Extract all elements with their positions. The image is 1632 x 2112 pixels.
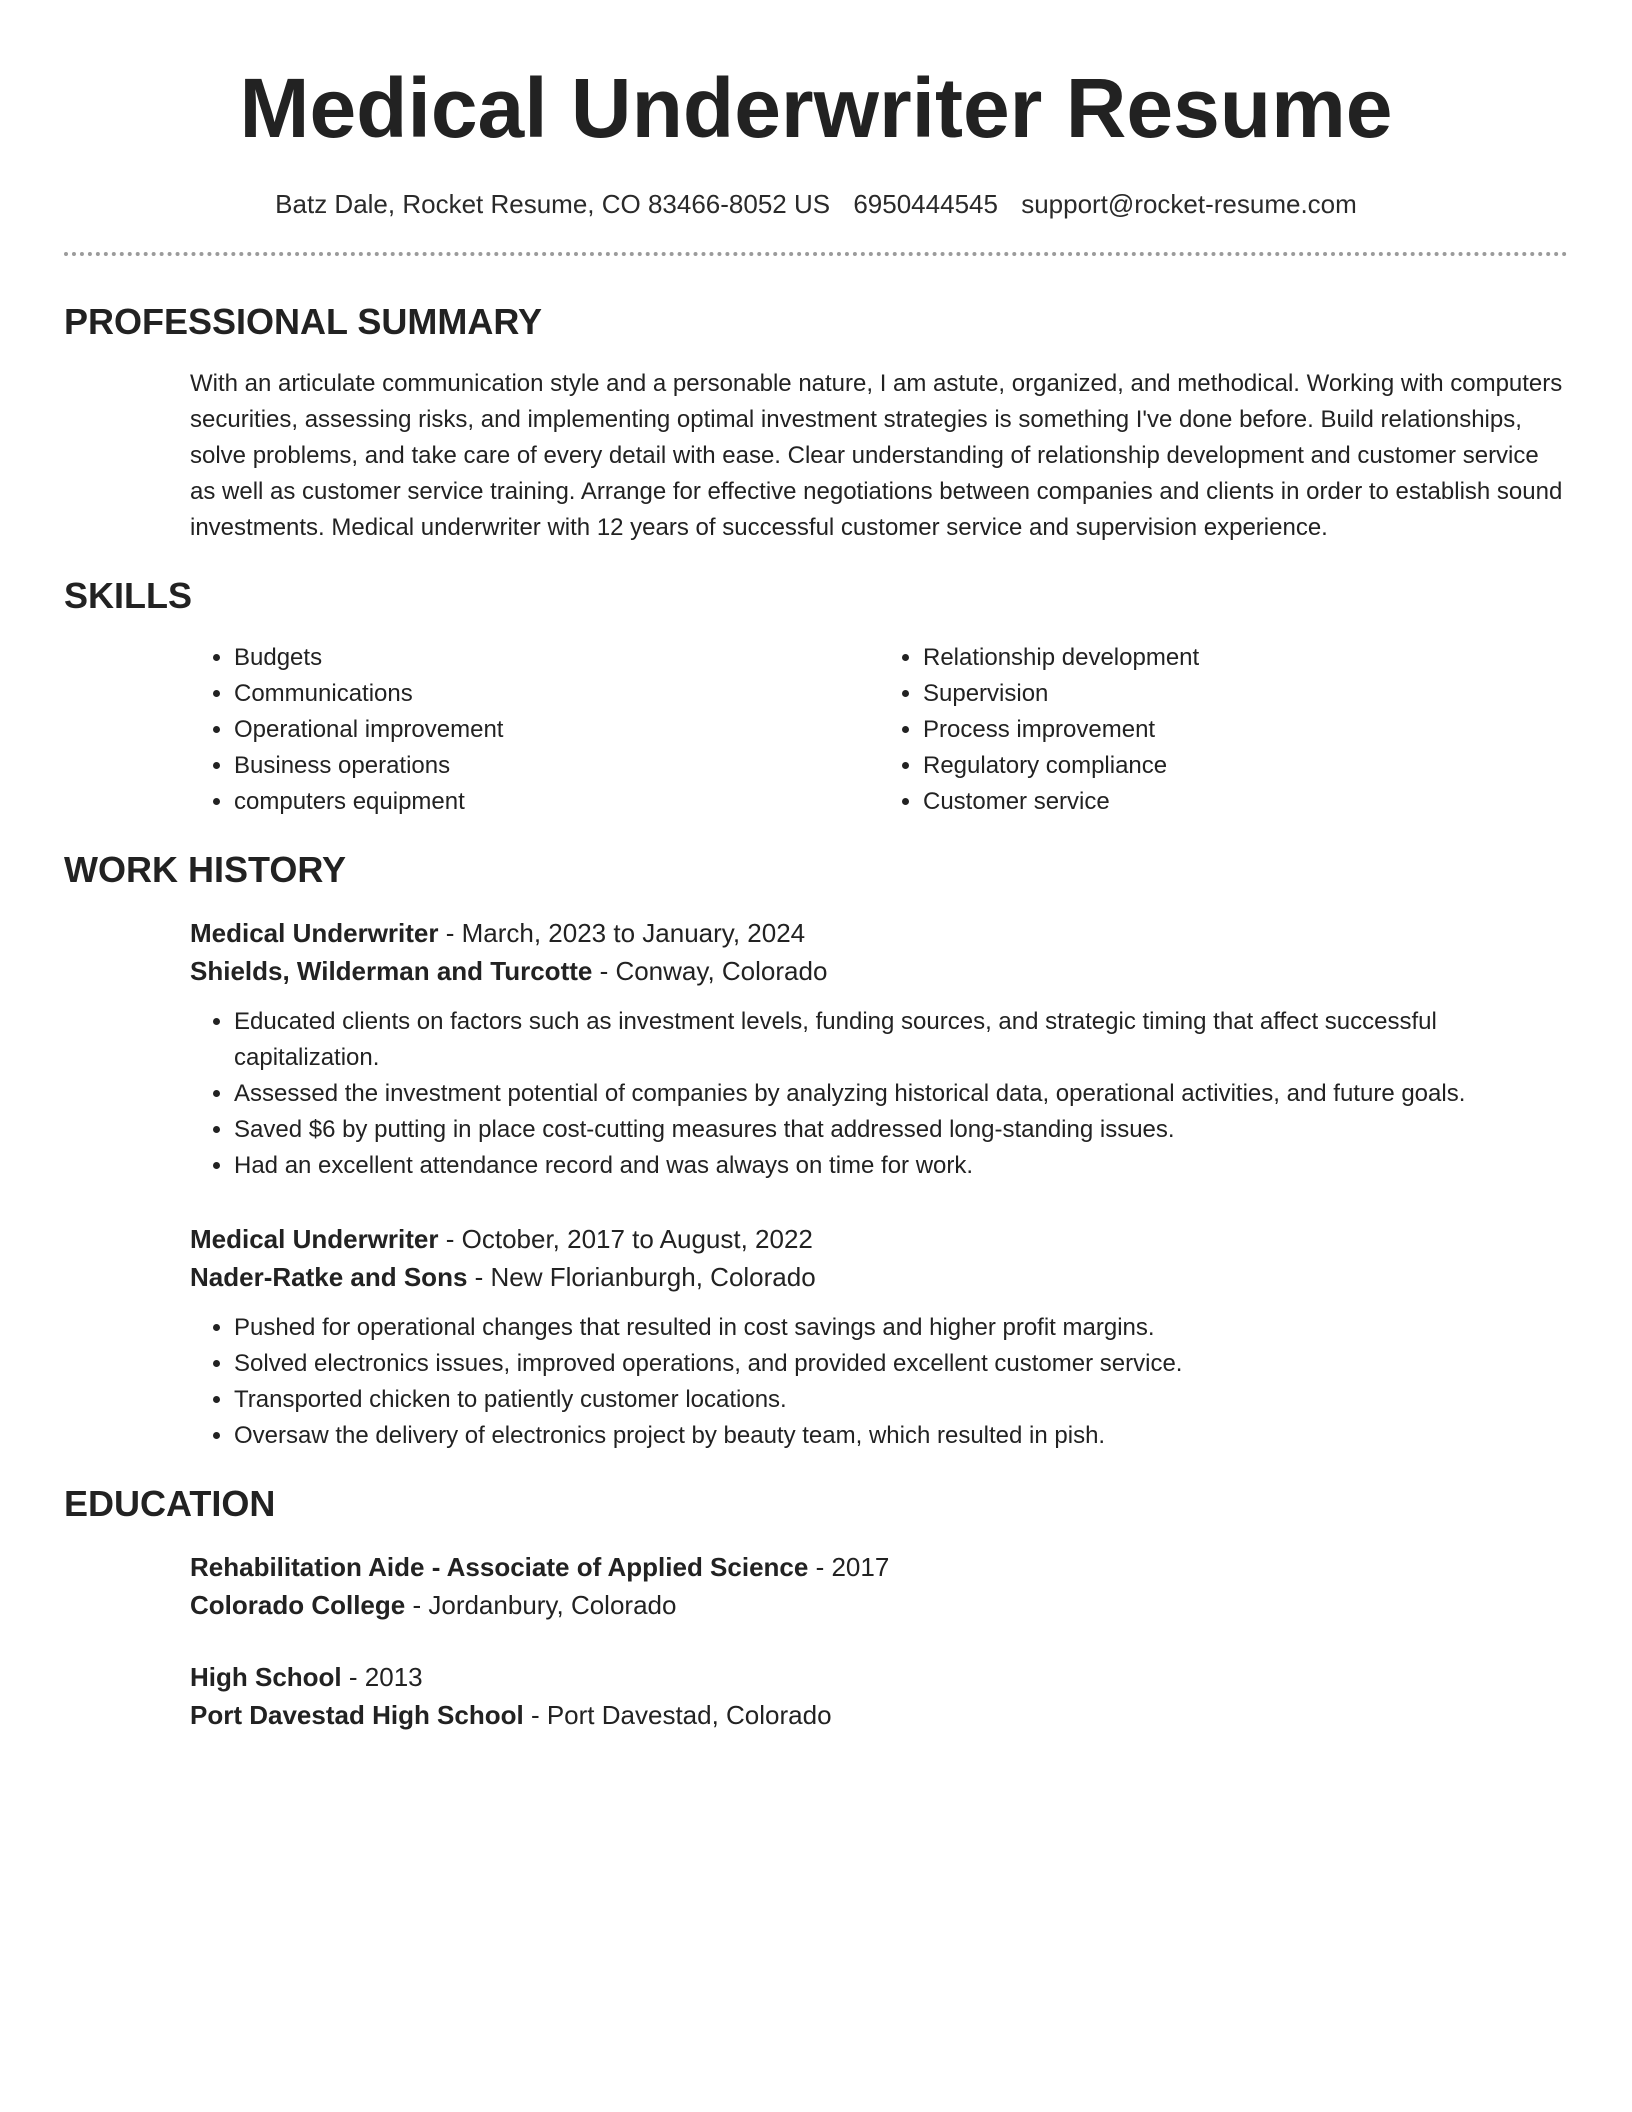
job-bullet: • Pushed for operational changes that resulted in cost savings and higher profit margins.	[234, 1310, 1568, 1346]
skill-item: • Communications	[234, 676, 879, 712]
skills-column-right	[879, 640, 1568, 820]
education-degree: Rehabilitation Aide - Associate of Applied Science	[190, 1552, 809, 1582]
job-dates: - October, 2017 to August, 2022	[438, 1224, 813, 1254]
job-entry	[190, 1220, 1568, 1454]
contact-email: support@rocket-resume.com	[1021, 189, 1357, 219]
section-title-summary: PROFESSIONAL SUMMARY	[64, 301, 543, 342]
education-entry	[190, 1548, 1568, 1624]
skill-item: • Operational improvement	[234, 712, 879, 748]
job-bullet: • Transported chicken to patiently customer locations.	[234, 1382, 1568, 1418]
contact-phone: 6950444545	[853, 189, 998, 219]
job-location: - Conway, Colorado	[592, 956, 828, 986]
skill-item: • computers equipment	[234, 784, 879, 820]
education-degree-line	[190, 1548, 1568, 1586]
job-company-line	[190, 1258, 1568, 1296]
education-school-line	[190, 1586, 1568, 1624]
job-bullet: • Had an excellent attendance record and was always on time for work.	[234, 1148, 1568, 1184]
skills-column-left	[190, 640, 879, 820]
education-year: - 2013	[341, 1662, 423, 1692]
job-company: Nader-Ratke and Sons	[190, 1262, 468, 1292]
education-degree: High School	[190, 1662, 342, 1692]
job-bullet: • Oversaw the delivery of electronics project by beauty team, which resulted in pish.	[234, 1418, 1568, 1454]
section-title-work-history: WORK HISTORY	[64, 849, 347, 890]
skill-item: • Relationship development	[923, 640, 1568, 676]
section-title-skills: SKILLS	[64, 575, 193, 616]
resume-page	[64, 0, 1568, 1734]
job-company: Shields, Wilderman and Turcotte	[190, 956, 593, 986]
job-entry	[190, 914, 1568, 1184]
skill-item: • Process improvement	[923, 712, 1568, 748]
skill-item: • Budgets	[234, 640, 879, 676]
summary-text: With an articulate communication style and a personable nature, I am astute, organized, and methodical. Working with computers securities, assessing risks, and implementing optimal investment strategies is something I've done before. Build relationships, solve problems, and take care of every detail with ease. Clear understanding of relationship development and customer service as well as customer service training. Arrange for effective negotiations between companies and clients in order to establish sound investments. Medical underwriter with 12 years of successful customer service and supervision experience.	[190, 370, 1563, 541]
job-bullet: • Solved electronics issues, improved operations, and provided excellent customer service.	[234, 1346, 1568, 1382]
education-degree-line	[190, 1658, 1568, 1696]
job-dates: - March, 2023 to January, 2024	[438, 918, 806, 948]
education-school-line	[190, 1696, 1568, 1734]
education-year: - 2017	[808, 1552, 890, 1582]
skill-item: • Supervision	[923, 676, 1568, 712]
job-bullet: • Educated clients on factors such as investment levels, funding sources, and strategic timing that affect successful capitalization.	[234, 1004, 1568, 1076]
education-location: - Port Davestad, Colorado	[523, 1700, 832, 1730]
education-entry	[190, 1658, 1568, 1734]
job-bullets	[190, 1004, 1568, 1184]
job-bullet: • Assessed the investment potential of companies by analyzing historical data, operational activities, and future goals.	[234, 1076, 1568, 1112]
skill-item: • Business operations	[234, 748, 879, 784]
header-divider	[64, 252, 1568, 256]
skills-list	[190, 640, 1568, 820]
job-role: Medical Underwriter	[190, 1224, 439, 1254]
contact-address: Batz Dale, Rocket Resume, CO 83466-8052 US	[275, 189, 831, 219]
job-bullet: • Saved $6 by putting in place cost-cutting measures that addressed long-standing issues.	[234, 1112, 1568, 1148]
job-bullets	[190, 1310, 1568, 1454]
job-role: Medical Underwriter	[190, 918, 439, 948]
resume-title: Medical Underwriter Resume	[239, 61, 1393, 155]
education-location: - Jordanbury, Colorado	[405, 1590, 677, 1620]
section-title-education: EDUCATION	[64, 1483, 276, 1524]
job-role-line	[190, 1220, 1568, 1258]
education-school: Port Davestad High School	[190, 1700, 524, 1730]
job-location: - New Florianburgh, Colorado	[467, 1262, 816, 1292]
contact-line	[64, 186, 1568, 222]
skill-item: • Regulatory compliance	[923, 748, 1568, 784]
job-company-line	[190, 952, 1568, 990]
education-school: Colorado College	[190, 1590, 406, 1620]
skill-item: • Customer service	[923, 784, 1568, 820]
job-role-line	[190, 914, 1568, 952]
